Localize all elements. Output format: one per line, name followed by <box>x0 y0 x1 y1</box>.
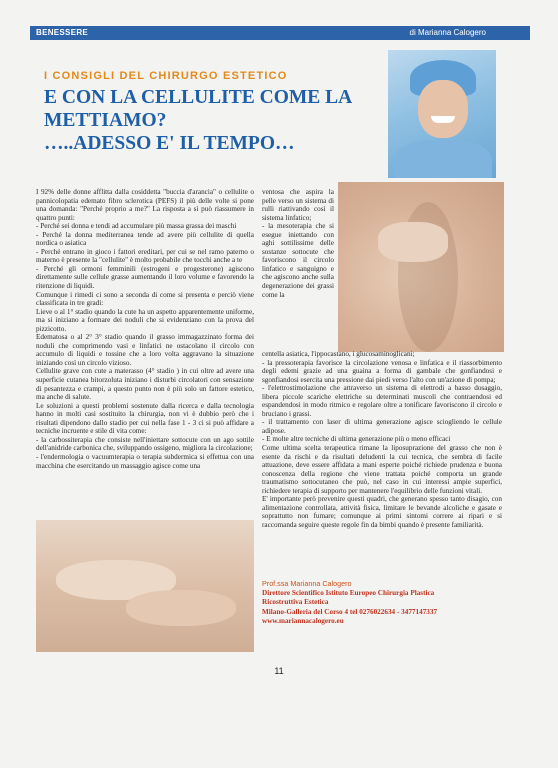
paragraph: - E molte altre tecniche di ultima generazione più o meno efficaci <box>262 435 451 444</box>
hands-on-skin-photo <box>36 520 254 652</box>
paragraph: - l'elettrostimolazione che attraverso un sistema di elettrodi a basso dosaggio, libera piccole scariche elettriche su determinati muscoli che contraendosi ed espandendosi in modo ritmico e regolare oltre a tonificare favoriscono il circolo e bruciano i grassi. <box>262 384 502 418</box>
paragraph: - il trattamento con laser di ultima generazione agisce sciogliendo le cellule adipose. <box>262 418 502 435</box>
surgeon-portrait-photo <box>388 50 496 178</box>
paragraph: - Perché entrano in gioco i fattori ereditari, per cui se nel ramo paterno o materno è presente la "cellulite" è molto probabile che tocchi anche a te <box>36 247 254 265</box>
article-kicker: I CONSIGLI DEL CHIRURGO ESTETICO <box>44 70 288 82</box>
paragraph: Cellulite grave con cute a materasso (4° stadio ) in cui oltre ad avere una superficie cutanea bitorzoluta iniziano i disturbi circolatori con sensazione di pesantezza e crampi, a questo punto non è più solo un fattore estetico, ma anche di salute. <box>36 367 254 402</box>
paragraph: - Perché sei donna e tendi ad accumulare più massa grassa dei maschi <box>36 222 237 231</box>
signature-website: www.mariannacalogero.eu <box>262 617 344 625</box>
signature-role-2: Ricostruttiva Estetica <box>262 598 329 606</box>
paragraph: I 92% delle donne afflitta dalla cosiddetta "buccia d'arancia" o cellulite o pannicolopatia edemato fibro sclerotica (PEFS) il più delle volte si pone una domanda: "Perché proprio a me?" La risposta a sì può riassumere in quattro punti: <box>36 188 254 222</box>
paragraph: Comunque i rimedi ci sono a seconda di come si presenta e perciò viene classificata in tre gradi: <box>36 290 254 308</box>
signature-role: Direttore Scientifico Istituto Europeo Chirurgia Plastica <box>262 588 435 597</box>
paragraph: - la carbossiterapia che consiste nell'iniettare sottocute con un ago sottile dell'anidride carbonica che, sviluppando ossigeno, migliora la circolazione; <box>36 435 254 453</box>
paragraph: - la mesoterapia che si esegue iniettando con aghi sottilissime delle sostanze sottocute che favoriscono il circolo linfatico e sanguigno e che agiscono anche sulla degenerazione dei grassi come la <box>262 222 334 299</box>
paragraph: - Perché la donna mediterranea tende ad avere più cellulite di quella nordica o asiatica <box>36 230 254 248</box>
paragraph: - Perché gli ormoni femminili (estrogeni e progesterone) agiscono direttamente sulle cellule grasse aumentando il loro volume e favorendo la ritenzione di liquidi. <box>36 264 254 291</box>
paragraph: Lieve o al 1° stadio quando la cute ha un aspetto apparentemente uniforme, ma si iniziano a formare dei noduli che si evidenziano con la prova del pizzicotto. <box>36 307 254 333</box>
article-column-right-top <box>262 188 334 299</box>
paragraph: - l'endermologia o vacuumterapia o terapia subdermica si effettua con una macchina che esercitando un massaggio agisce come una <box>36 452 254 470</box>
signature-name: Prof.ssa Marianna Calogero <box>262 579 352 588</box>
paragraph: Le soluzioni a questi problemi sostenute dalla ricerca e dalla tecnologia hanno in molti casi sostituito la chirurgia, non vi è dubbio però che i risultati dipendono dallo stadio per cui nella fase 1 - 3 ci si può affidare a tecniche incruente e stile di vita come: <box>36 401 254 436</box>
author-byline: di Marianna Calogero <box>409 28 486 37</box>
headline-line: …..ADESSO E' IL TEMPO… <box>44 133 295 154</box>
signature-address: Milano-Galleria del Corso 4 tel 0276022634 - 3477147337 <box>262 607 438 616</box>
paragraph: centella asiatica, l'ippocastano, i glucosaminoglicani; <box>262 350 415 358</box>
paragraph: E' importante però prevenire questi quadri, che generano spesso tanto disagio, con alimentazione controllata, attività fisica, limitare le bevande alcoliche e gasate e soprattutto non fumare; comunque ai primi sintomi correre ai ripari e si raccomanda seguire queste regole fin da bimbi quando è presente familiarità. <box>262 495 502 529</box>
headline-line: METTIAMO? <box>44 110 167 131</box>
section-label: BENESSERE <box>36 28 89 37</box>
headline-line: E CON LA CELLULITE COME LA <box>44 87 353 108</box>
section-header-bar <box>30 26 530 40</box>
paragraph: - la pressoterapia favorisce la circolazione venosa e linfatica e il riassorbimento degli edemi grazie ad una guaina a forma di gambale che gonfiandosi e sgonfiandosi esercita una pressione dai piedi verso l'alto con un'azione di pompa; <box>262 358 502 384</box>
article-column-right <box>262 350 502 529</box>
article-column-left <box>36 188 254 470</box>
paragraph: Come ultima scelta terapeutica rimane la liposuprazione del grasso che non è esente da rischi e da risultati deludenti la cui tecnica, che sembra di facile attuazione, deve essere affidata a mani esperte poiché richiede prudenza e buona conoscenza della regione che viene trattata poiché comporta un grande traumatismo sottocutaneo che può, nel caso in cui interessi ampie superfici, richiedere terapia di supporto per mantenere l'equilibrio delle funzioni vitali. <box>262 444 502 495</box>
page-number: 11 <box>274 666 284 676</box>
leg-massage-photo <box>338 182 504 352</box>
paragraph: ventosa che aspira la pelle verso un sistema di rulli riattivando così il sistema linfatico; <box>262 188 334 222</box>
author-signature <box>262 579 512 627</box>
article-headline <box>44 86 374 155</box>
paragraph: Edematosa o al 2° 3° stadio quando il grasso immagazzinato forma dei noduli che comprimendo vasi e linfatici ne ostacolano il circolo con accumulo di liquidi e tossine che a loro volta aggravano la situazione iniziando così un circolo vizioso. <box>36 333 254 367</box>
